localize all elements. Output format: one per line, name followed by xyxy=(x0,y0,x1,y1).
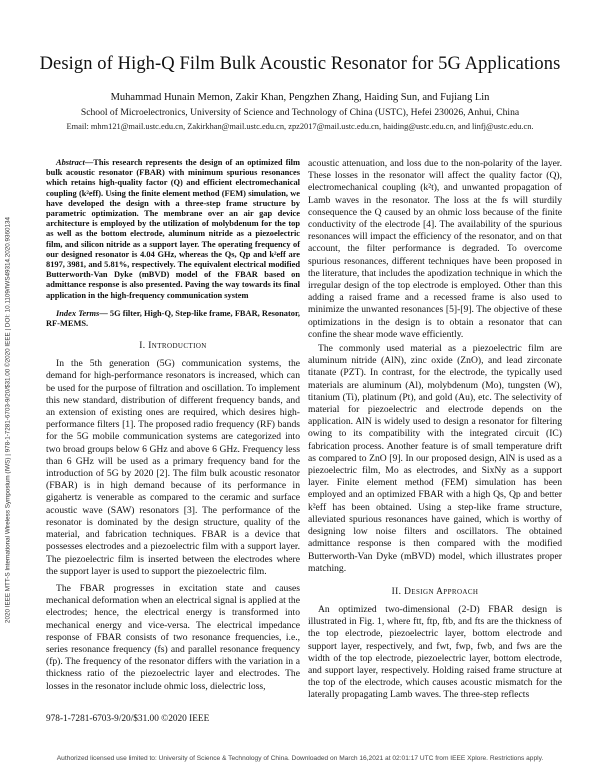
index-terms-text: — 5G filter, High-Q, Step-like frame, FBAR, Resonator, RF-MEMS. xyxy=(46,308,300,329)
email-list: Email: mhm121@mail.ustc.edu.cn, Zakirkhan@mail.ustc.edu.cn, zpz2017@mail.ustc.edu.cn, haiding@ustc.edu.cn, and linfj@ustc.edu.cn. xyxy=(66,122,534,131)
abstract-text: —This research represents the design of an optimized film bulk acoustic resonator (FBAR) with minimum spurious resonances which retains high-quality factor (Q) and efficient electromechanical coupling (k²eff). Using the finite element method (FEM) simulation, we have developed the design with a three-step frame structure by parametric optimization. The membrane over an air gap device architecture is employed by the utilization of molybdenum for the top as well as the bottom electrode, aluminum nitride as a piezoelectric film, and silicon nitride as a support layer. The operating frequency of our designed resonator is 4.04 GHz, whereas the Qs, Qp and k²eff are 8197, 3981, and 5.81%, respectively. The equivalent electrical modified Butterworth-Van Dyke (mBVD) model of the FBAR based on admittance response is also presented. Paving the way towards its final application in the high-frequency communication system xyxy=(46,158,300,300)
right-column xyxy=(308,158,562,702)
paragraph: acoustic attenuation, and loss due to the non-polarity of the layer. These losses in the resonator will affect the quality factor (Q), electromechanical coupling (k²t), and unwanted propagation of Lamb waves in the resonator. The loss at the fs will sturdily consequence the Q caused by an ohmic loss because of the finite conductivity of the electrode [4]. The availability of the spurious resonances will impact the efficiency of the resonator, and on that account, the filter performance is degraded. To overcome spurious resonances, different techniques have been proposed in the literature, that includes the apodization technique in which the irregular design of the top electrode is employed. Other than this adding a raised frame and a recessed frame is also used to minimize the unwanted resonances [5]-[9]. The objective of these optimizations in the design is to obtain a resonator that can confine the shear mode wave efficiently. xyxy=(308,158,562,340)
section-heading-design-approach xyxy=(308,587,562,597)
section-number: I. xyxy=(139,341,149,352)
left-column xyxy=(46,158,300,693)
paragraph: The FBAR progresses in excitation state and causes mechanical deformation when an electrical signal is applied at the electrodes; hence, the electrical energy is transformed into mechanical energy and vice-versa. The electrical impedance response of FBAR consists of two resonance frequencies, i.e., series resonance frequency (fs) and parallel resonance frequency (fp). The frequency of the resonator differs with the variation in a thickness ratio of the piezoelectric layer and electrodes. The losses in the resonator include ohmic loss, dielectric loss, xyxy=(46,582,300,692)
section-heading-introduction xyxy=(46,341,300,351)
section-title: Design Approach xyxy=(404,586,479,597)
paragraph: In the 5th generation (5G) communication systems, the demand for high-performance resonators is increased, which can be used for the purpose of filtration and oscillation. To implement this new standard, distribution of different frequency bands, and an extension of existing ones are required, which desires high-performance filters [1]. The proposed radio frequency (RF) bands for the 5G mobile communication systems are categorized into two broad groups below 6 GHz and above 6 GHz. Frequency less than 6 GHz will be used as a primary frequency band for the introduction of 5G by 2020 [2]. The film bulk acoustic resonator (FBAR) is in high demand because of its performance in gigahertz is venerable as compared to the ceramic and surface acoustic wave (SAW) resonators [3]. The performance of the resonator is dominated by the design structure, quality of the material, and fabrication techniques. FBAR is a device that possesses electrodes and a piezoelectric film with a support layer. The piezoelectric film is inserted between the electrodes where the support layer is used to support the piezoelectric film. xyxy=(46,358,300,577)
index-terms-label: Index Terms xyxy=(56,308,100,318)
doi-sidebar xyxy=(2,150,14,690)
doi-sidebar-text: 2020 IEEE MTT-S International Wireless Symposium (IWS) | 978-1-7281-6703-9/20/$31.00 ©2020 IEEE | DOI: 10.1109/IWS49314.2020.9360134 xyxy=(4,216,12,624)
copyright-notice: 978-1-7281-6703-9/20/$31.00 ©2020 IEEE xyxy=(46,714,210,724)
paragraph: An optimized two-dimensional (2-D) FBAR design is illustrated in Fig. 1, where ftt, ftp, ftb, and fts are the thickness of the top electrode, piezoelectric layer, bottom electrode and support layer, respectively, and fwt, fwp, fwb, and fws are the width of the top electrode, piezoelectric layer, bottom electrode, and support layer, respectively. Holding raised frame structure at the top of the electrode, which causes acoustic mismatch for the laterally propagating Lamb waves. The three-step reflects xyxy=(308,603,562,701)
index-terms xyxy=(46,309,300,329)
section-number: II. xyxy=(391,586,405,597)
license-footer: Authorized licensed use limited to: University of Science & Technology of China. Downloaded on March 16,2021 at 02:01:17 UTC from IEEE Xplore. Restrictions apply. xyxy=(56,755,544,762)
section-title: Introduction xyxy=(148,341,207,352)
paper-title: Design of High-Q Film Bulk Acoustic Resonator for 5G Applications xyxy=(39,54,561,74)
abstract-label: Abstract xyxy=(56,158,85,167)
abstract xyxy=(46,158,300,301)
paragraph: The commonly used material as a piezoelectric film are aluminum nitride (AlN), zinc oxide (ZnO), and lead zirconate titanate (PZT). In contrast, for the electrode, the typically used materials are aluminum (Al), molybdenum (Mo), tungsten (W), titanium (Ti), platinum (Pt), and gold (Au), etc. The selectivity of material for piezoelectric and electrode depends on the application. AlN is widely used to design a resonator for filtering owing to its compatibility with the integrated circuit (IC) fabrication process. Another feature is of small temperature drift as compared to ZnO [9]. In our proposed design, AlN is used as a piezoelectric film, Mo as electrodes, and SixNy as a support layer. Finite element method (FEM) simulation has been employed and an optimized FBAR with a high Qs, Qp and better k²eff has been obtained. Using a step-like frame structure, alleviated spurious resonances have gained, which is worthy of designing low noise filters and oscillators. The obtained admittance response is then compared with the modified Butterworth-Van Dyke (mBVD) model, which illustrates proper matching. xyxy=(308,343,562,574)
affiliation: School of Microelectronics, University of Science and Technology of China (USTC), Hefei 230026, Anhui, China xyxy=(80,107,520,118)
author-list: Muhammad Hunain Memon, Zakir Khan, Pengzhen Zhang, Haiding Sun, and Fujiang Lin xyxy=(110,92,490,103)
